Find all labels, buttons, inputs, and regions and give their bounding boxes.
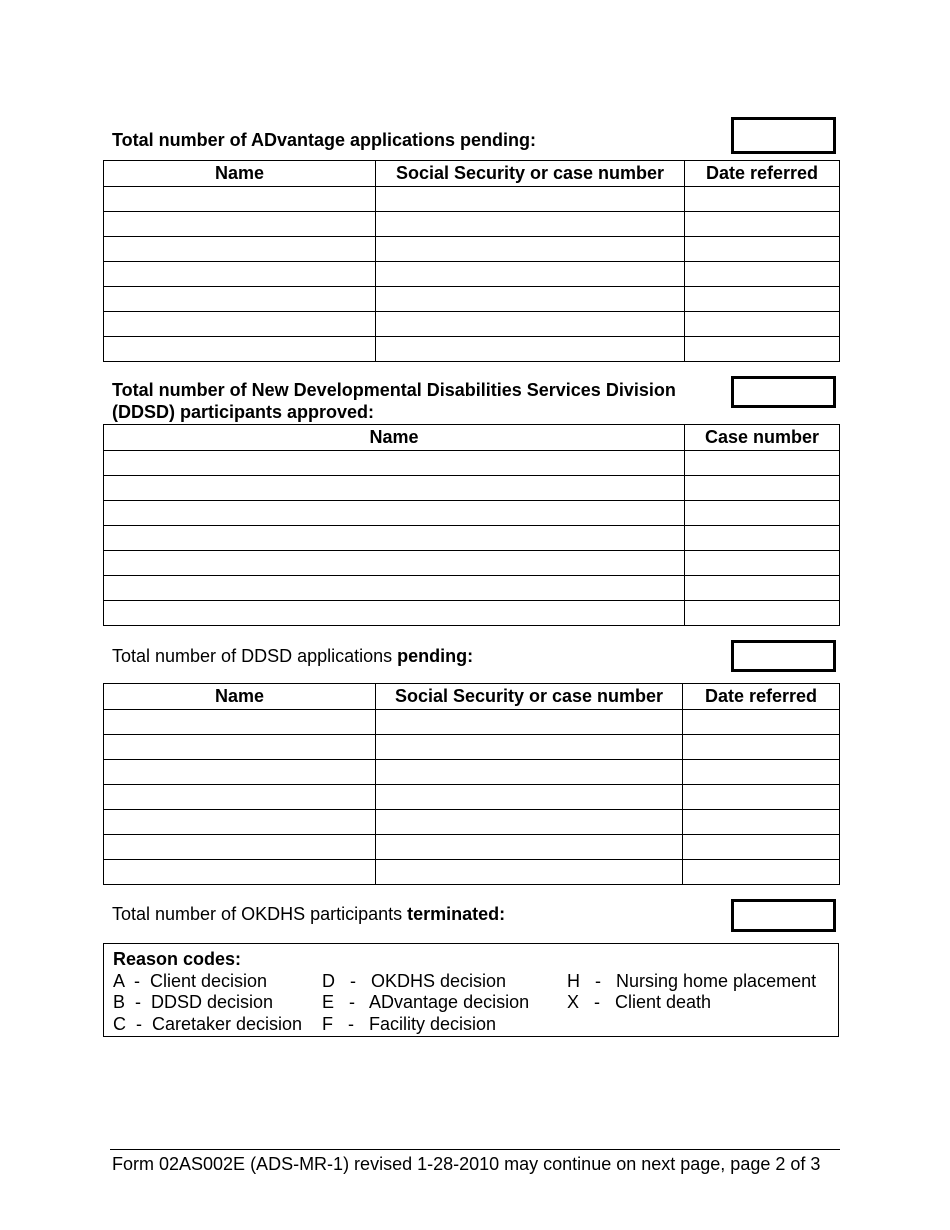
table-cell-input[interactable] — [685, 526, 840, 551]
table-cell-input[interactable] — [683, 785, 840, 810]
footer-divider — [110, 1149, 840, 1150]
reason-code-e: E - ADvantage decision — [322, 992, 530, 1012]
ddsd-pending-total-field[interactable] — [731, 640, 836, 672]
table-cell-input[interactable] — [104, 810, 376, 835]
table-cell-input[interactable] — [685, 337, 840, 362]
ddsd-pending-table — [103, 683, 840, 885]
table-cell-input[interactable] — [376, 810, 683, 835]
table-cell-input[interactable] — [683, 760, 840, 785]
advantage-pending-heading: Total number of ADvantage applications pending: — [112, 130, 537, 150]
table-cell-input[interactable] — [104, 835, 376, 860]
table-header-row — [104, 425, 840, 451]
table-row — [104, 735, 840, 760]
advantage-pending-table — [103, 160, 840, 362]
reason-code-h: H - Nursing home placement — [567, 971, 817, 991]
table-row — [104, 785, 840, 810]
advantage-pending-total-field[interactable] — [731, 117, 836, 154]
table-cell-input[interactable] — [376, 237, 685, 262]
table-cell-input[interactable] — [104, 501, 685, 526]
table-cell-input[interactable] — [376, 187, 685, 212]
column-header-case-number: Case number — [685, 425, 840, 451]
okdhs-terminated-heading-text: Total number of OKDHS participants — [112, 904, 408, 924]
table-cell-input[interactable] — [685, 551, 840, 576]
table-cell-input[interactable] — [104, 710, 376, 735]
column-header-name: Name — [104, 161, 376, 187]
table-cell-input[interactable] — [685, 601, 840, 626]
column-header-ssn-case: Social Security or case number — [376, 161, 685, 187]
ddsd-approved-total-field[interactable] — [731, 376, 836, 408]
reason-code-c: C - Caretaker decision — [113, 1014, 303, 1034]
table-row — [104, 187, 840, 212]
table-cell-input[interactable] — [376, 337, 685, 362]
ddsd-pending-heading-text: Total number of DDSD applications — [112, 646, 398, 666]
table-cell-input[interactable] — [104, 551, 685, 576]
table-row — [104, 551, 840, 576]
table-row — [104, 476, 840, 501]
ddsd-approved-heading-line2: (DDSD) participants approved: — [112, 402, 375, 422]
ddsd-approved-table — [103, 424, 840, 626]
table-cell-input[interactable] — [376, 735, 683, 760]
table-cell-input[interactable] — [104, 476, 685, 501]
table-cell-input[interactable] — [104, 451, 685, 476]
ddsd-approved-heading — [112, 379, 676, 423]
table-cell-input[interactable] — [685, 262, 840, 287]
table-cell-input[interactable] — [685, 212, 840, 237]
column-header-date-referred: Date referred — [685, 161, 840, 187]
table-row — [104, 860, 840, 885]
table-cell-input[interactable] — [376, 835, 683, 860]
table-cell-input[interactable] — [104, 212, 376, 237]
table-cell-input[interactable] — [685, 451, 840, 476]
column-header-name: Name — [104, 425, 685, 451]
table-cell-input[interactable] — [376, 860, 683, 885]
table-body — [104, 187, 840, 362]
reason-codes-box — [103, 943, 839, 1037]
table-cell-input[interactable] — [683, 810, 840, 835]
table-cell-input[interactable] — [685, 501, 840, 526]
table-row — [104, 810, 840, 835]
ddsd-pending-heading-emphasis: pending: — [397, 646, 474, 666]
ddsd-pending-heading — [112, 645, 473, 667]
table-cell-input[interactable] — [376, 262, 685, 287]
table-row — [104, 710, 840, 735]
table-cell-input[interactable] — [685, 576, 840, 601]
table-body — [104, 451, 840, 626]
table-body — [104, 710, 840, 885]
table-cell-input[interactable] — [376, 212, 685, 237]
table-cell-input[interactable] — [104, 735, 376, 760]
column-header-name: Name — [104, 684, 376, 710]
table-row — [104, 451, 840, 476]
table-header-row — [104, 684, 840, 710]
table-cell-input[interactable] — [104, 601, 685, 626]
table-cell-input[interactable] — [685, 312, 840, 337]
table-cell-input[interactable] — [685, 237, 840, 262]
reason-code-b: B - DDSD decision — [113, 992, 274, 1012]
table-cell-input[interactable] — [376, 312, 685, 337]
table-cell-input[interactable] — [683, 735, 840, 760]
table-cell-input[interactable] — [104, 860, 376, 885]
table-cell-input[interactable] — [683, 860, 840, 885]
reason-code-x: X - Client death — [567, 992, 712, 1012]
table-row — [104, 526, 840, 551]
table-cell-input[interactable] — [376, 785, 683, 810]
table-cell-input[interactable] — [376, 760, 683, 785]
okdhs-terminated-heading-emphasis: terminated: — [407, 904, 506, 924]
table-cell-input[interactable] — [685, 187, 840, 212]
table-cell-input[interactable] — [376, 710, 683, 735]
table-row — [104, 312, 840, 337]
table-cell-input[interactable] — [683, 710, 840, 735]
table-cell-input[interactable] — [683, 835, 840, 860]
table-cell-input[interactable] — [685, 287, 840, 312]
table-cell-input[interactable] — [685, 476, 840, 501]
table-cell-input[interactable] — [104, 187, 376, 212]
table-cell-input[interactable] — [104, 237, 376, 262]
table-cell-input[interactable] — [104, 526, 685, 551]
table-cell-input[interactable] — [104, 576, 685, 601]
form-footer: Form 02AS002E (ADS-MR-1) revised 1-28-2010 may continue on next page, page 2 of 3 — [112, 1154, 821, 1174]
table-row — [104, 501, 840, 526]
table-row — [104, 287, 840, 312]
table-row — [104, 262, 840, 287]
column-header-date-referred: Date referred — [683, 684, 840, 710]
table-cell-input[interactable] — [104, 287, 376, 312]
table-row — [104, 576, 840, 601]
table-row — [104, 601, 840, 626]
reason-code-d: D - OKDHS decision — [322, 971, 507, 991]
table-row — [104, 337, 840, 362]
reason-codes-title: Reason codes: — [113, 949, 242, 969]
table-cell-input[interactable] — [104, 760, 376, 785]
table-header-row — [104, 161, 840, 187]
table-row — [104, 212, 840, 237]
reason-code-a: A - Client decision — [113, 971, 268, 991]
column-header-ssn-case: Social Security or case number — [376, 684, 683, 710]
okdhs-terminated-heading — [112, 903, 505, 925]
ddsd-approved-heading-line1: Total number of New Developmental Disabilities Services Division — [112, 380, 676, 400]
table-cell-input[interactable] — [376, 287, 685, 312]
table-cell-input[interactable] — [104, 262, 376, 287]
okdhs-terminated-total-field[interactable] — [731, 899, 836, 932]
table-row — [104, 237, 840, 262]
reason-code-f: F - Facility decision — [322, 1014, 497, 1034]
table-cell-input[interactable] — [104, 312, 376, 337]
table-row — [104, 760, 840, 785]
table-cell-input[interactable] — [104, 337, 376, 362]
table-cell-input[interactable] — [104, 785, 376, 810]
table-row — [104, 835, 840, 860]
